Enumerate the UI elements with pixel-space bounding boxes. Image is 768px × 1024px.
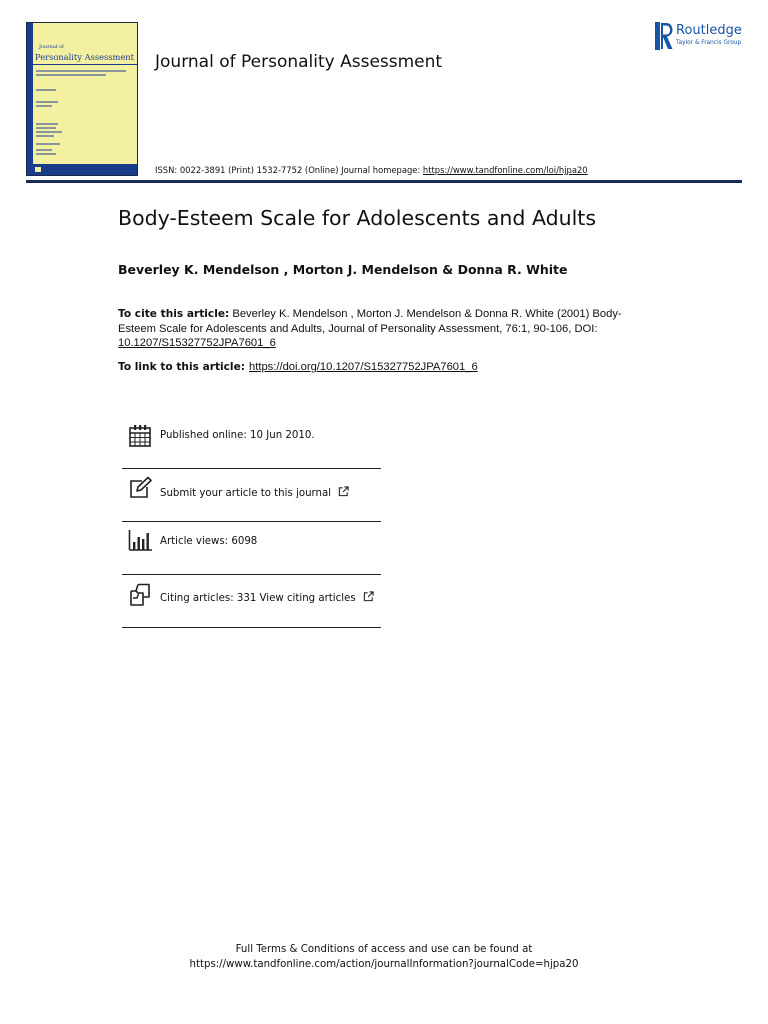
footer-terms-link[interactable]: https://www.tandfonline.com/action/journalInformation?journalCode=hjpa20 [189, 959, 579, 970]
journal-title: Journal of Personality Assessment [155, 52, 443, 72]
views-row [122, 523, 380, 575]
cover-line [36, 135, 54, 137]
link-label: To link to this article: [118, 361, 245, 373]
cover-line [36, 143, 60, 145]
external-link-icon [363, 591, 374, 602]
citing-row[interactable] [122, 576, 380, 628]
calendar-icon [128, 424, 152, 448]
article-doi-link[interactable]: https://doi.org/10.1207/S15327752JPA7601_6 [249, 361, 478, 373]
article-link-line [118, 361, 478, 373]
submit-article-link[interactable] [160, 486, 349, 499]
info-divider [122, 521, 381, 522]
cite-text: Beverley K. Mendelson , Morton J. Mendelson & Donna R. White (2001) Body-Esteem Scale for Adolescents and Adults, Journal of Personality Assessment, 76:1, 90-106, DOI: [118, 308, 622, 335]
publisher-subname: Taylor & Francis Group [676, 40, 742, 46]
footer-line-1: Full Terms & Conditions of access and use can be found at [235, 944, 533, 955]
cover-line [36, 105, 52, 107]
bar-chart-icon [128, 528, 152, 552]
edit-icon [128, 476, 152, 500]
publisher-name: Routledge [676, 23, 742, 38]
article-title: Body-Esteem Scale for Adolescents and Adults [118, 206, 597, 230]
routledge-r-icon [655, 22, 673, 50]
cite-label: To cite this article: [118, 308, 230, 320]
article-authors: Beverley K. Mendelson , Morton J. Mendelson & Donna R. White [118, 262, 568, 277]
issn-line [155, 165, 588, 175]
cover-line [36, 101, 58, 103]
cover-small-text: Journal of [39, 44, 64, 50]
cover-line [36, 123, 58, 125]
cover-line [36, 149, 52, 151]
cover-line [36, 70, 126, 72]
citation-block [118, 307, 658, 351]
cover-line [36, 127, 56, 129]
info-divider [122, 627, 381, 628]
cite-doi-link[interactable]: 10.1207/S15327752JPA7601_6 [118, 337, 276, 350]
cover-line [36, 74, 106, 76]
header-divider [26, 180, 742, 183]
cover-title-text: Personality Assessment [35, 52, 134, 62]
citing-articles-icon [128, 583, 152, 607]
journal-cover-image [26, 22, 138, 176]
footer-terms [0, 942, 768, 972]
published-date: Published online: 10 Jun 2010. [160, 430, 315, 441]
issn-text: ISSN: 0022-3891 (Print) 1532-7752 (Online) Journal homepage: [155, 165, 423, 175]
submit-row[interactable] [122, 470, 380, 522]
cover-line [36, 153, 56, 155]
info-divider [122, 574, 381, 575]
cover-line [36, 131, 62, 133]
cover-line [36, 89, 56, 91]
citing-articles-link[interactable] [160, 591, 374, 604]
cover-spine [27, 23, 33, 175]
submit-label: Submit your article to this journal [160, 488, 332, 499]
cover-band [27, 164, 137, 175]
cover-rule [33, 64, 137, 65]
citing-label: Citing articles: 331 View citing articles [160, 593, 356, 604]
external-link-icon [338, 486, 349, 497]
article-views: Article views: 6098 [160, 536, 258, 547]
journal-homepage-link[interactable]: https://www.tandfonline.com/loi/hjpa20 [422, 165, 588, 175]
info-divider [122, 468, 381, 469]
published-row [122, 414, 380, 466]
